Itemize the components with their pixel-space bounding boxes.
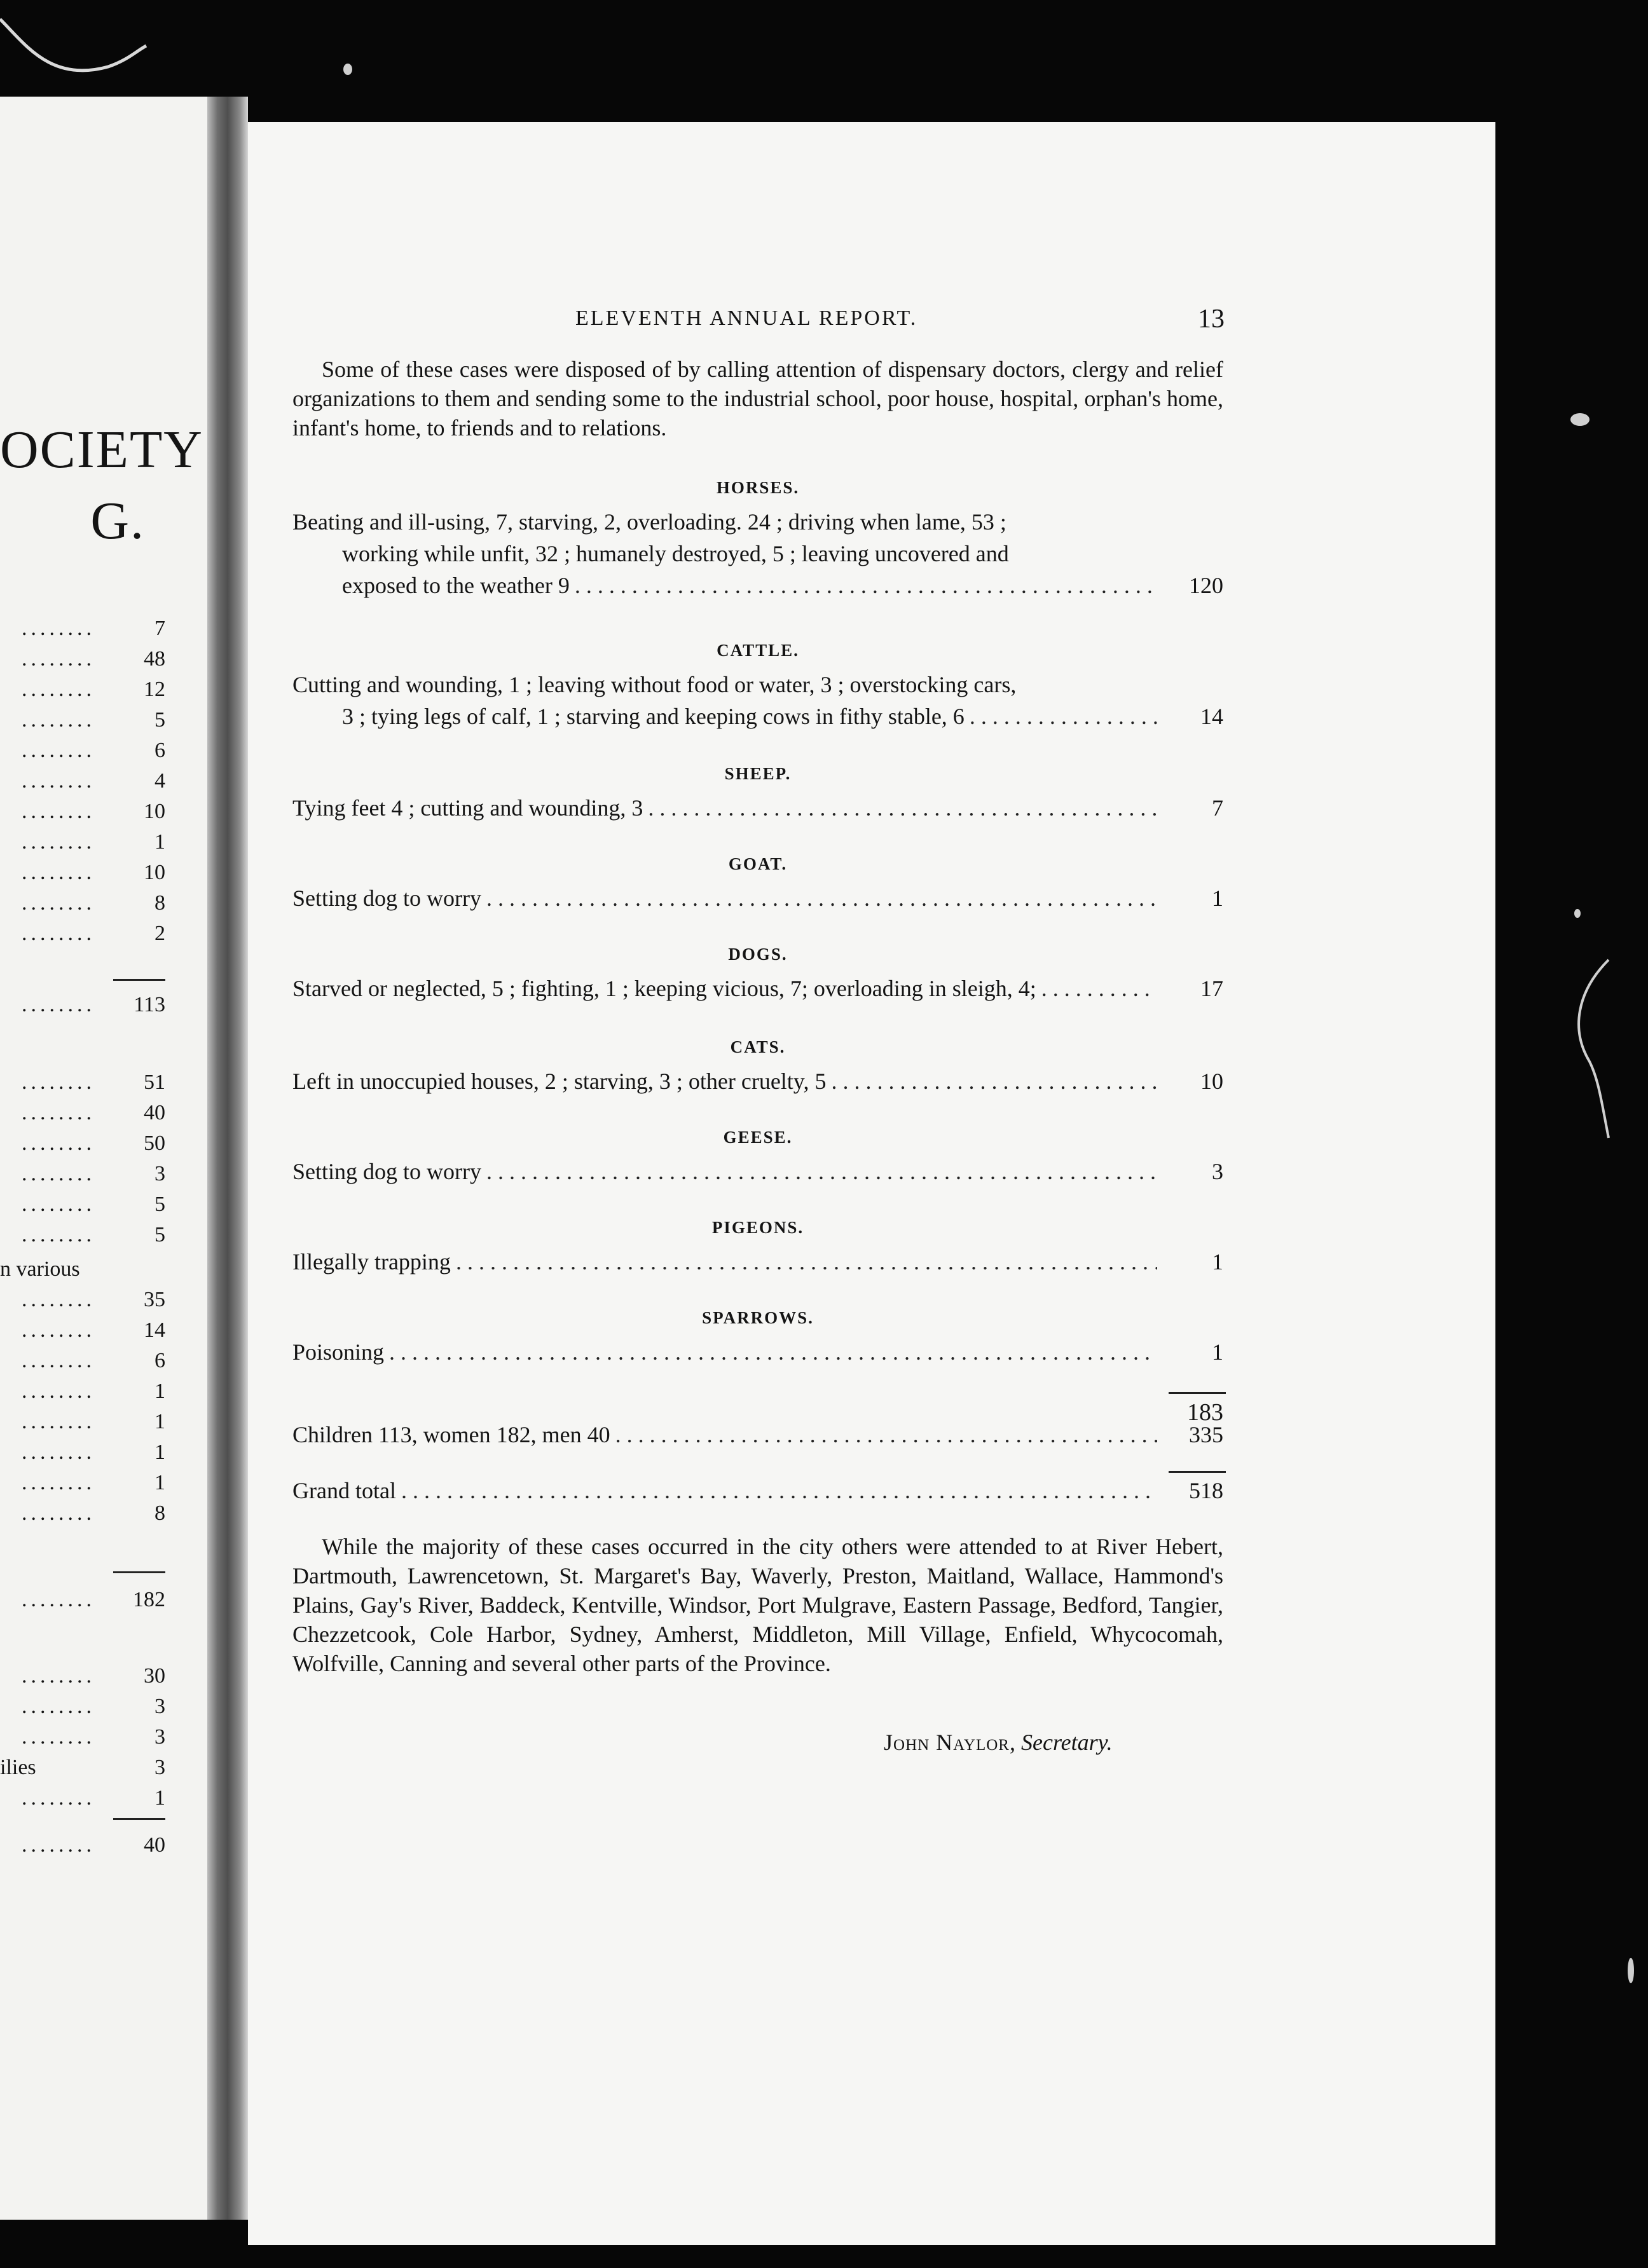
dot-leader [486,882,1157,914]
dot-leader: ........ [22,769,95,793]
dot-leader: ........ [22,861,95,884]
left-page-row [0,1349,168,1381]
left-page-row [0,1101,168,1133]
total-rule [113,979,165,981]
entry-total-line [292,973,1223,1004]
left-page-number: 5 [154,1192,165,1216]
left-page-row [0,1440,168,1472]
dot-leader: ........ [22,1101,95,1124]
section-heading: CATS. [730,1037,786,1056]
left-page-number: 6 [154,1349,165,1372]
book-gutter [207,97,248,2220]
left-page-text: n various [0,1257,80,1281]
left-page-row [0,1131,168,1163]
section-entry [292,882,1223,914]
section-heading: DOGS. [728,945,788,964]
grand-total-value: 518 [1189,1478,1223,1503]
entry-total: 3 [1212,1159,1223,1184]
entry-last-text: exposed to the weather 9 [342,573,570,598]
scan-speck [1574,909,1581,918]
dot-leader: ........ [22,708,95,732]
entry-total-line [292,700,1223,732]
signature-name: John Naylor [884,1730,1010,1755]
left-page-heading: OCIETY G. [0,420,203,550]
children-line-text: Children 113, women 182, men 40 [292,1422,610,1447]
left-page-number: 1 [154,1471,165,1494]
left-page-row [0,922,168,953]
dot-leader: ........ [22,1379,95,1403]
dot-leader: ........ [22,1786,95,1810]
section-entry [292,1246,1223,1278]
section-heading: SHEEP. [724,764,792,783]
dot-leader: ........ [22,1349,95,1372]
left-page-row [0,861,168,892]
entry-total: 7 [1212,795,1223,821]
children-line-total: 335 [1189,1422,1223,1447]
dot-leader: ........ [22,922,95,945]
dot-leader: ........ [22,1440,95,1464]
page-title: ELEVENTH ANNUAL REPORT. [575,306,918,330]
entry-line: Beating and ill-using, 7, starving, 2, overloading. 24 ; driving when lame, 53 ; [292,509,1006,535]
closing-text: While the majority of these cases occurred in the city others were attended to at River Hebert, Dartmouth, Lawrencetown, St. Margaret's Bay, Waverly, Preston, Maitland, Wallace, Hammond's Plains, Gay's River, Baddeck, Kentville, Windsor, Port Mulgrave, Eastern Passage, Bedford, Tangier, Chezzetcook, Cole Harbor, Sydney, Amherst, Middleton, Mill Village, Enfield, Whycocomah, Wolfville, Canning and several other parts of the Province. [292,1534,1223,1676]
entry-total: 17 [1200,976,1223,1001]
dot-leader: ........ [22,1725,95,1749]
left-page-number: 182 [133,1588,165,1611]
left-page-number: 35 [144,1288,165,1311]
left-page-number: 3 [154,1756,165,1779]
section-heading: GOAT. [728,854,788,873]
left-page-row [0,617,168,648]
left-page-number: 3 [154,1695,165,1718]
dot-leader [615,1419,1157,1451]
total-rule [1169,1471,1226,1473]
dot-leader [401,1475,1157,1506]
left-page-number: 2 [154,922,165,945]
entry-last-text: Setting dog to worry [292,885,481,911]
left-page-row [0,1588,168,1620]
scan-speck [1570,413,1590,426]
left-page-number: 4 [154,769,165,793]
left-page-number: 3 [154,1725,165,1749]
left-page-number: 1 [154,1440,165,1464]
left-page-number: 10 [144,861,165,884]
section-heading: GEESE. [723,1128,793,1147]
left-page-row [0,993,168,1025]
left-page-number: 5 [154,708,165,732]
left-page-number: 113 [134,993,165,1016]
dot-leader: ........ [22,1695,95,1718]
dot-leader [486,1156,1157,1187]
dot-leader: ........ [22,678,95,701]
section-entry [292,792,1223,824]
entry-last-text: Tying feet 4 ; cutting and wounding, 3 [292,795,643,821]
left-page-number: 1 [154,1379,165,1403]
entry-total: 10 [1200,1069,1223,1094]
entry-last-text: Setting dog to worry [292,1159,481,1184]
dot-leader [456,1246,1157,1278]
dot-leader [970,700,1157,732]
dot-leader: ........ [22,1588,95,1611]
left-page-row [0,1288,168,1320]
entry-total: 1 [1212,1339,1223,1365]
left-page-row [0,830,168,862]
entry-total: 120 [1189,573,1223,598]
left-page-row [0,647,168,679]
left-page-row [0,1379,168,1411]
entry-last-text: 3 ; tying legs of calf, 1 ; starving and keeping cows in fithy stable, 6 [342,704,965,729]
left-page-number: 5 [154,1223,165,1247]
left-page-number: 8 [154,891,165,915]
dot-leader: ........ [22,1471,95,1494]
dot-leader [1041,973,1157,1004]
left-page-row [0,1725,168,1757]
left-page-row [0,708,168,740]
scan-speck [1628,1958,1634,1983]
left-page-row [0,1695,168,1726]
entry-last-text: Poisoning [292,1339,385,1365]
left-page-row [0,1318,168,1350]
left-page-number: 30 [144,1664,165,1688]
left-page-row [0,1162,168,1194]
dot-leader [648,792,1157,824]
left-page-number: 7 [154,617,165,640]
section-entry [292,1336,1223,1368]
dot-leader: ........ [22,800,95,823]
scan-hair [0,0,165,83]
intro-text: Some of these cases were disposed of by calling attention of dispensary doctors, clergy and relief organizations to them and sending some to the industrial school, poor house, hospital, orphan's home, infant's home, to friends and to relations. [292,357,1223,441]
left-page-row [0,678,168,709]
section-heading: PIGEONS. [711,1218,804,1237]
entry-line: Cutting and wounding, 1 ; leaving without food or water, 3 ; overstocking cars, [292,672,1017,697]
section-entry [292,506,1223,601]
entry-line: working while unfit, 32 ; humanely destroyed, 5 ; leaving uncovered and [342,541,1009,566]
left-page-row [0,1070,168,1102]
left-page-row [0,739,168,770]
dot-leader: ........ [22,1223,95,1247]
left-page-number: 48 [144,647,165,671]
section-entry [292,1156,1223,1187]
dot-leader: ........ [22,617,95,640]
left-page-number: 6 [154,739,165,762]
left-page-row [0,1192,168,1224]
children-total-line [292,1419,1223,1451]
dot-leader: ........ [22,1833,95,1857]
entry-last-text: Starved or neglected, 5 ; fighting, 1 ; keeping vicious, 7; overloading in sleigh, 4; [292,976,1036,1001]
left-page-row [0,1833,168,1865]
entry-total-line [292,1336,1223,1368]
dot-leader: ........ [22,1131,95,1155]
grand-total-line [292,1475,1223,1506]
dot-leader: ........ [22,1501,95,1525]
left-page-row [0,1471,168,1503]
total-rule [1169,1392,1226,1394]
left-page [0,97,207,2220]
left-page-number: 1 [154,1786,165,1810]
left-page-row [0,1501,168,1533]
dot-leader: ........ [22,1664,95,1688]
dot-leader: ........ [22,1288,95,1311]
scan-speck [343,64,352,75]
dot-leader [575,570,1157,601]
section-entry [292,973,1223,1004]
left-page-number: 40 [144,1101,165,1124]
left-page-number: 14 [144,1318,165,1342]
dot-leader: ........ [22,1318,95,1342]
dot-leader [831,1065,1157,1097]
left-page-row [0,1664,168,1696]
section-entry [292,669,1223,732]
dot-leader: ........ [22,1410,95,1433]
left-page-number: 12 [144,678,165,701]
signature: John Naylor, Secretary. [884,1730,1113,1755]
left-page-row [0,769,168,801]
entry-total: 14 [1200,704,1223,729]
entry-last-text: Left in unoccupied houses, 2 ; starving, 3 ; other cruelty, 5 [292,1069,827,1094]
entry-total-line [292,570,1223,601]
left-page-number: 10 [144,800,165,823]
dot-leader: ........ [22,739,95,762]
left-page-number: 50 [144,1131,165,1155]
left-page-row [0,1756,168,1787]
running-head [248,306,1495,345]
intro-paragraph [292,355,1223,442]
left-page-row [0,1223,168,1255]
left-page-row [0,800,168,831]
dot-leader [389,1336,1157,1368]
dot-leader: ........ [22,1162,95,1185]
left-page-number: 40 [144,1833,165,1857]
left-page-number: 51 [144,1070,165,1094]
animal-total: 183 [1187,1399,1223,1426]
scan-hair [1570,953,1621,1144]
left-page-number: 1 [154,1410,165,1433]
entry-total: 1 [1212,885,1223,911]
entry-total-line [292,1246,1223,1278]
left-page-number: 1 [154,830,165,854]
total-rule [113,1818,165,1820]
section-entry [292,1065,1223,1097]
dot-leader: ........ [22,830,95,854]
left-page-number: 8 [154,1501,165,1525]
dot-leader: ........ [22,647,95,671]
dot-leader: ........ [22,993,95,1016]
left-page-text: ilies [0,1756,36,1779]
left-page-row [0,891,168,923]
closing-paragraph [292,1532,1223,1678]
entry-total-line [292,792,1223,824]
total-rule [113,1571,165,1573]
right-page [248,122,1495,2245]
entry-total-line [292,1156,1223,1187]
section-heading: CATTLE. [717,641,799,660]
entry-total-line [292,1065,1223,1097]
signature-title: Secretary. [1020,1730,1113,1755]
entry-last-text: Illegally trapping [292,1249,451,1274]
left-page-row [0,1410,168,1442]
left-page-number: 3 [154,1162,165,1185]
dot-leader: ........ [22,1192,95,1216]
section-heading: HORSES. [716,478,800,497]
dot-leader: ........ [22,891,95,915]
entry-total-line [292,882,1223,914]
grand-total-label: Grand total [292,1478,396,1503]
dot-leader: ........ [22,1070,95,1094]
left-page-row [0,1786,168,1818]
section-heading: SPARROWS. [702,1308,814,1327]
page-number: 13 [1198,304,1225,334]
entry-total: 1 [1212,1249,1223,1274]
